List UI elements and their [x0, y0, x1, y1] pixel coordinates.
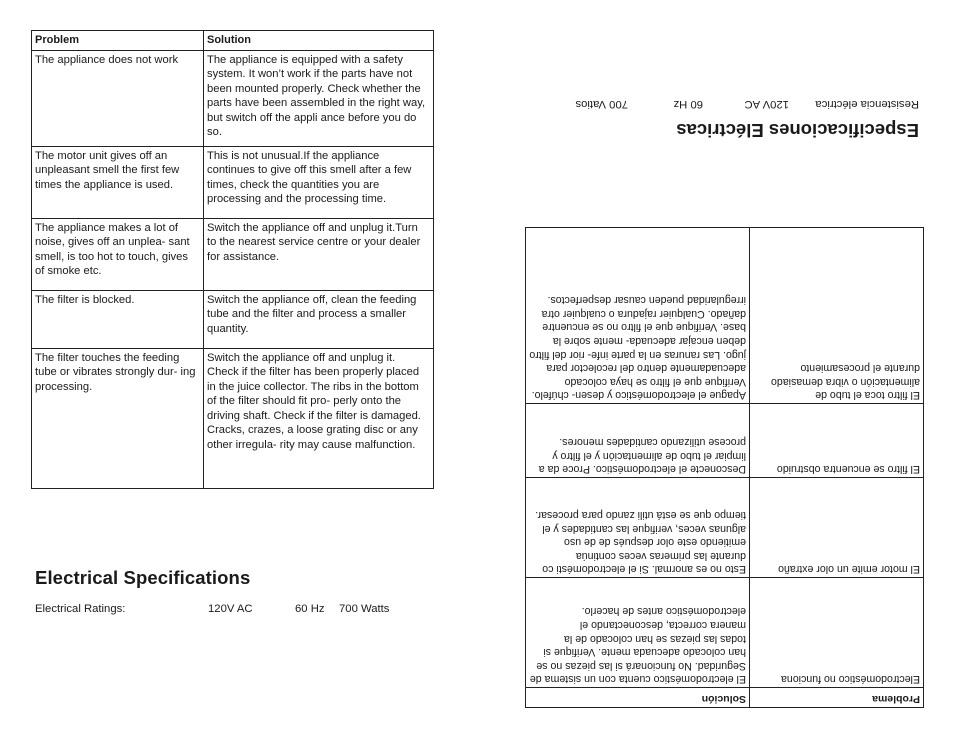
problem-cell: The filter touches the feeding tube or vibrates strongly dur- ing processing.	[32, 348, 204, 488]
solution-cell: Esto no es anormal. Si el electrodomésti co durante las primeras veces continúa emitiendo este olor después de de uso algunas veces, verifique las cantidades y el tiempo que se está utili zando para procesar.	[526, 478, 750, 578]
problem-cell: The appliance makes a lot of noise, gives off an unplea- sant smell, is too hot to touch, gives of smoke etc.	[32, 218, 204, 290]
table-header-row	[526, 688, 924, 708]
problem-cell: El filtro se encuentra obstruido	[750, 404, 924, 478]
table-row	[526, 228, 924, 404]
voltage-value: 120V AC	[208, 603, 253, 615]
electrical-specs-title: Electrical Specifications	[35, 567, 251, 588]
solution-header-es: Solución	[526, 688, 750, 708]
power-value-es: 700 Vatios	[575, 98, 628, 110]
table-header-row	[32, 31, 434, 51]
problem-header: Problem	[32, 31, 204, 51]
frequency-value-es: 60 Hz	[673, 98, 703, 110]
solution-cell: El electrodoméstico cuenta con un sistema de Seguridad. No funcionará si las piezas no se han colocado adecuada mente. Verifique si todas las piezas se han colocado de la manera correcta, desconectando el electrodoméstico antes de hacerlo.	[526, 578, 750, 688]
table-row	[526, 478, 924, 578]
table-row	[526, 578, 924, 688]
problem-cell: El motor emite un olor extraño	[750, 478, 924, 578]
frequency-value: 60 Hz	[295, 603, 325, 615]
problem-cell: El filtro toca el tubo de alimentación o vibra demasiado durante el procesamiento	[750, 228, 924, 404]
troubleshooting-table-es	[525, 227, 924, 708]
voltage-value-es: 120V AC	[744, 98, 789, 110]
table-row	[32, 348, 434, 488]
solution-cell: Switch the appliance off and unplug it. Check if the filter has been properly placed in the juice collector. The ribs in the bottom of the filter should fit pro- perly onto the driving shaft. Check if the filter is damaged. Cracks, crazes, a loose grating disc or any other irregula- rity may cause malfunction.	[204, 348, 434, 488]
table-row	[32, 146, 434, 218]
problem-cell: The appliance does not work	[32, 50, 204, 146]
problem-cell: The filter is blocked.	[32, 290, 204, 348]
table-row	[32, 218, 434, 290]
problem-header-es: Problema	[750, 688, 924, 708]
electrical-ratings-label-es: Resistencia eléctrica	[815, 98, 919, 110]
rotated-content	[477, 0, 954, 738]
power-value: 700 Watts	[339, 603, 390, 615]
spanish-page	[477, 0, 954, 738]
problem-cell: Electrodoméstico no funciona	[750, 578, 924, 688]
solution-cell: The appliance is equipped with a safety system. It won’t work if the parts have not been mounted properly. Check whether the parts have been assembled in the right way, but switch off the appli ance before you do so.	[204, 50, 434, 146]
solution-cell: Apague el electrodoméstico y desen- chúfelo. Verifique que el filtro se haya colocado adecuadamente dentro del recolector para jugo. Las ranuras en la parte infe- rior del filtro deben encajar adecuada- mente sobre la base. Verifique que el filtro no se encuentre dañado. Cualquier rajadura o cualquier otra irregularidad pueden causar desperfectos.	[526, 228, 750, 404]
table-row	[32, 290, 434, 348]
solution-cell: Desconecte el electrodoméstico. Proce da a limpiar el tubo de alimentación y el filtro y procese utilizando cantidades menores.	[526, 404, 750, 478]
table-row	[526, 404, 924, 478]
electrical-specs-title-es: Especificaciones Eléctricas	[676, 120, 919, 141]
table-row	[32, 50, 434, 146]
solution-cell: This is not unusual.If the appliance continues to give off this smell after a few times, check the quantities you are processing and the processing time.	[204, 146, 434, 218]
solution-cell: Switch the appliance off, clean the feeding tube and the filter and process a smaller quantity.	[204, 290, 434, 348]
problem-cell: The motor unit gives off an unpleasant smell the first few times the appliance is used.	[32, 146, 204, 218]
solution-header: Solution	[204, 31, 434, 51]
solution-cell: Switch the appliance off and unplug it.Turn to the nearest service centre or your dealer for assistance.	[204, 218, 434, 290]
electrical-ratings-label: Electrical Ratings:	[35, 603, 126, 615]
troubleshooting-table	[31, 30, 434, 489]
